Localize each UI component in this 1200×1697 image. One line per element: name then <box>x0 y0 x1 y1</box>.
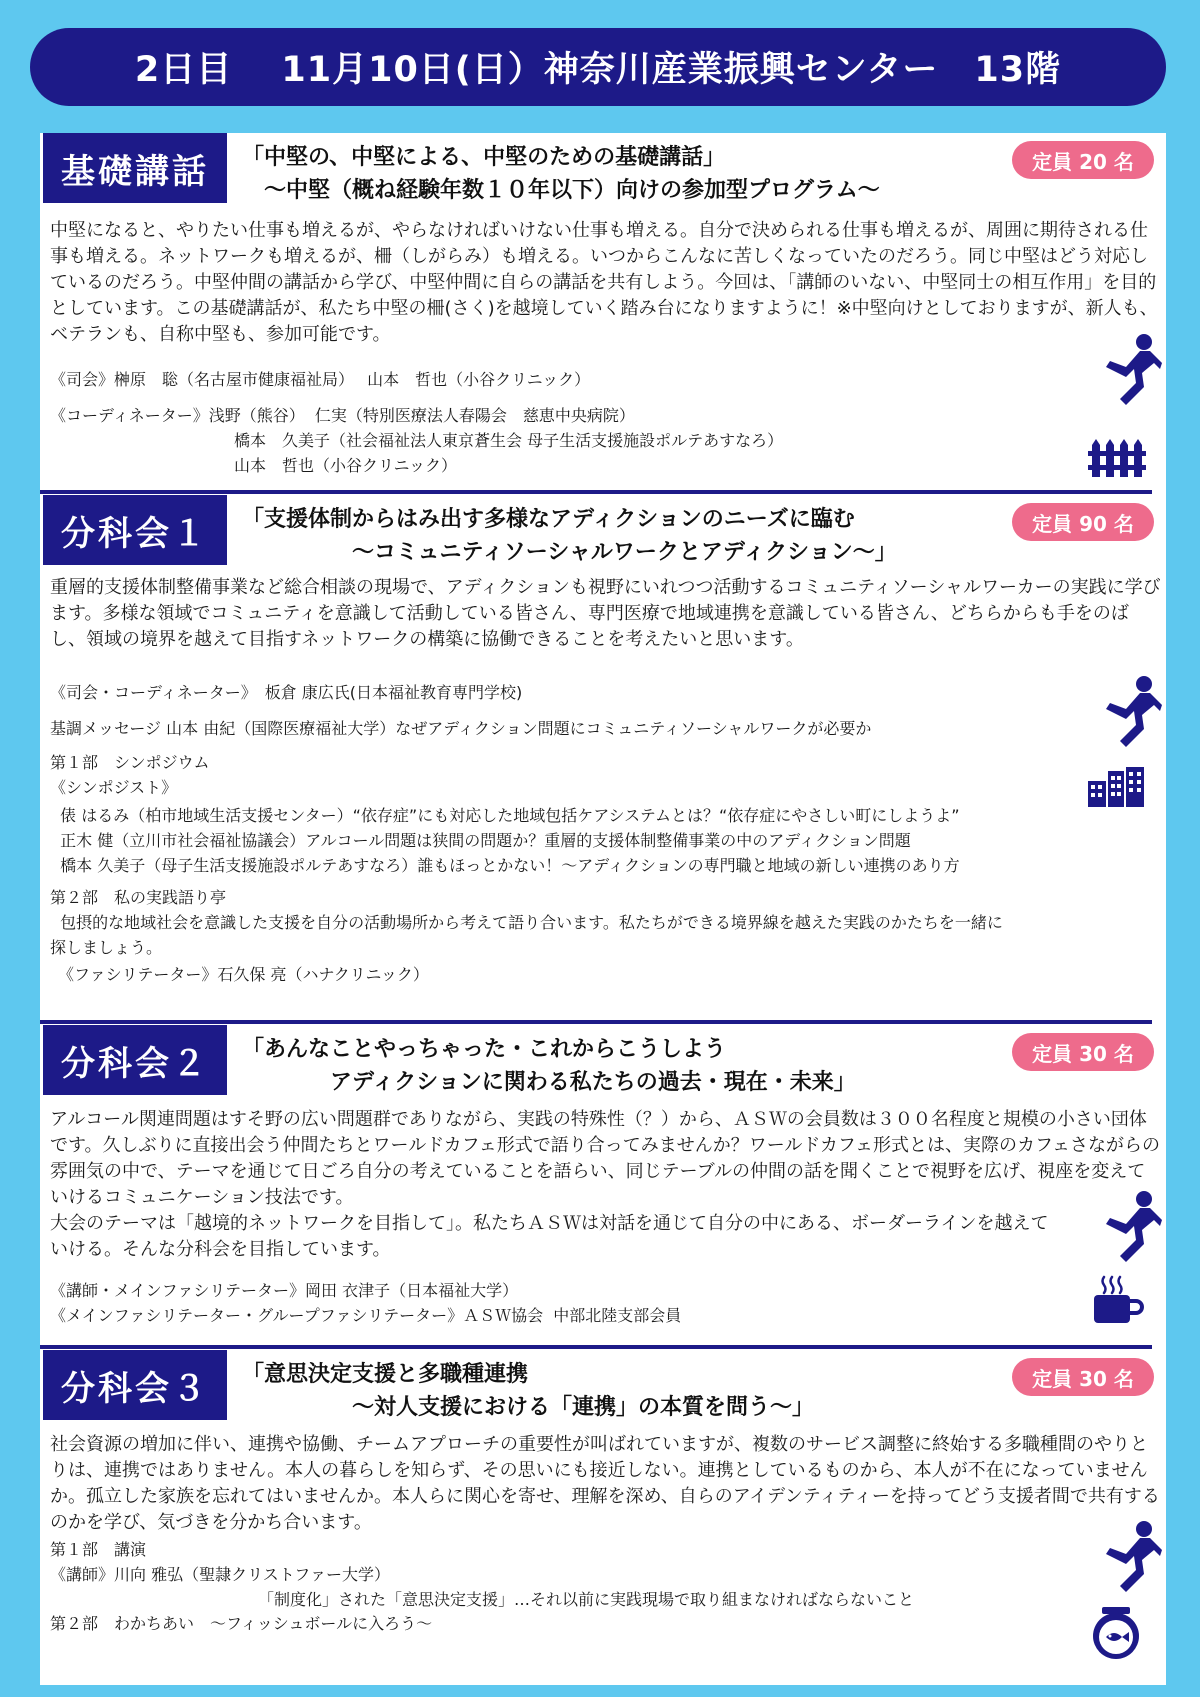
part-heading: 第１部 シンポジウム <box>50 753 210 772</box>
runner-icon <box>1100 1520 1162 1594</box>
section-body: 重層的支援体制整備事業など総合相談の現場で、アディクションも視野にいれつつ活動するコミュニティソーシャルワーカーの実践に学びます。多様な領域でコミュニティを意識して活動している皆さん、専門医療で地域連携を意識している皆さん、どちらからも手をのばし、領域の境界を越えて目指すネットワークの構築に協働できることを考えたいと思います。 <box>50 577 1161 650</box>
capacity-badge: 定員 30 名 <box>1012 1358 1154 1396</box>
facilitator-line: 《メインファシリテーター・グループファシリテーター》ＡＳＷ協会 中部北陸支部会員 <box>50 1306 682 1325</box>
runner-icon <box>1100 675 1162 749</box>
buildings-icon <box>1088 767 1144 807</box>
section-bunkakai-3 <box>40 1350 1166 1685</box>
fence-icon <box>1088 437 1146 479</box>
runner-icon <box>1100 333 1162 407</box>
section-title: 「意思決定支援と多職種連携 ～対人支援における「連携」の本質を問う～」 <box>242 1362 815 1420</box>
facilitator-line: 《講師・メインファシリテーター》岡田 衣津子（日本福祉大学） <box>50 1281 519 1300</box>
section-tag: 分科会１ <box>43 495 227 565</box>
capacity-badge: 定員 20 名 <box>1012 141 1154 179</box>
section-title: 「中堅の、中堅による、中堅のための基礎講話」 ～中堅（概ね経験年数１０年以下）向けの参加型プログラム～ <box>242 145 880 203</box>
coordinator-line: 《コーディネーター》浅野（熊谷） 仁実（特別医療法人春陽会 慈恵中央病院） <box>50 406 635 425</box>
fishbowl-icon <box>1088 1605 1144 1661</box>
part-description: 探しましょう。 <box>50 938 163 957</box>
section-title: 「あんなことやっちゃった・これからこうしよう アディクションに関わる私たちの過去・現在・未来」 <box>242 1037 856 1095</box>
panelist-line: 橋本 久美子（母子生活支援施設ポルテあすなろ）誰もほっとかない！～アディクションの専門職と地域の新しい連携のあり方 <box>50 856 960 875</box>
runner-icon <box>1100 1190 1162 1264</box>
moderator-line: 《司会》榊原 聡（名古屋市健康福祉局） 山本 哲也（小谷クリニック） <box>50 370 591 389</box>
section-kiso <box>40 133 1166 490</box>
section-tag: 基礎講話 <box>43 133 227 203</box>
section-body: 社会資源の増加に伴い、連携や協働、チームアプローチの重要性が叫ばれていますが、複数のサービス調整に終始する多職種間のやりとりは、連携ではありません。本人の暮らしを知らず、その思いにも接近しない。連携としているものから、本人が不在になっていませんか。孤立した家族を忘れてはいませんか。本人らに関心を寄せ、理解を深め、自らのアイデンティティーを持ってどう支援者間で共有するのかを学び、気づきを分かち合います。 <box>50 1434 1160 1533</box>
content-panel <box>40 133 1166 1685</box>
coordinator-line: 橋本 久美子（社会福祉法人東京蒼生会 母子生活支援施設ポルテあすなろ） <box>234 431 784 450</box>
part-heading: 第２部 わかちあい ～フィッシュボールに入ろう～ <box>50 1614 433 1633</box>
section-divider <box>40 490 1152 494</box>
section-divider <box>40 1345 1152 1349</box>
section-tag: 分科会２ <box>43 1025 227 1095</box>
lecture-title: 「制度化」された「意思決定支援」…それ以前に実践現場で取り組まなければならないこと <box>258 1590 915 1609</box>
part-heading: 第２部 私の実践語り亭 <box>50 888 227 907</box>
coffee-cup-icon <box>1092 1275 1144 1323</box>
keynote-line: 基調メッセージ 山本 由紀（国際医療福祉大学）なぜアディクション問題にコミュニティソーシャルワークが必要か <box>50 719 872 738</box>
section-body-theme: 大会のテーマは「越境的ネットワークを目指して」。私たちＡＳＷは対話を通じて自分の中にある、ボーダーラインを越えていける。そんな分科会を目指しています。 <box>50 1213 1049 1260</box>
panelist-line: 俵 はるみ（柏市地域生活支援センター）“依存症”にも対応した地域包括ケアシステムとは？“依存症にやさしい町にしようよ” <box>50 806 960 825</box>
section-tag: 分科会３ <box>43 1350 227 1420</box>
panelist-line: 正木 健（立川市社会福祉協議会）アルコール問題は狭間の問題か？重層的支援体制整備事業の中のアディクション問題 <box>50 831 911 850</box>
section-body: 中堅になると、やりたい仕事も増えるが、やらなければいけない仕事も増える。自分で決められる仕事も増えるが、周囲に期待される仕事も増える。ネットワークも増えるが、柵（しがらみ）も増える。いつからこんなに苦しくなっていたのだろう。同じ中堅はどう対応しているのだろう。中堅仲間の講話から学び、中堅仲間に自らの講話を共有しよう。今回は、「講師のいない、中堅同士の相互作用」を目的としています。この基礎講話が、私たち中堅の柵(さく)を越境していく踏み台になりますように！※中堅向けとしておりますが、新人も、ベテランも、自称中堅も、参加可能です。 <box>50 220 1158 345</box>
part-heading: 第１部 講演 <box>50 1540 147 1559</box>
page-header: 2日目 11月10日(日）神奈川産業振興センター 13階 <box>30 28 1166 106</box>
part-description: 包摂的な地域社会を意識した支援を自分の活動場所から考えて語り合います。私たちができる境界線を越えた実践のかたちを一緒に <box>50 913 1003 932</box>
section-title: 「支援体制からはみ出す多様なアディクションのニーズに臨む ～コミュニティソーシャルワークとアディクション～」 <box>242 507 897 565</box>
coordinator-line: 山本 哲也（小谷クリニック） <box>234 456 458 475</box>
panelists-label: 《シンポジスト》 <box>50 778 178 797</box>
facilitator-line: 《ファシリテーター》石久保 亮（ハナクリニック） <box>50 965 429 984</box>
moderator-line: 《司会・コーディネーター》 板倉 康広氏(日本福祉教育専門学校) <box>50 683 523 702</box>
section-body: アルコール関連問題はすそ野の広い問題群でありながら、実践の特殊性（？）から、ＡＳＷの会員数は３００名程度と規模の小さい団体です。久しぶりに直接出会う仲間たちとワールドカフェ形式で語り合ってみませんか？ワールドカフェ形式とは、実際のカフェさながらの雰囲気の中で、テーマを通じて日ごろ自分の考えていることを語らい、同じテーブルの仲間の話を聞くことで視野を広げ、視座を変えていけるコミュニケーション技法です。 <box>50 1109 1161 1208</box>
section-divider <box>40 1020 1152 1024</box>
lecturer-line: 《講師》川向 雅弘（聖隷クリストファー大学） <box>50 1565 390 1584</box>
capacity-badge: 定員 90 名 <box>1012 503 1154 541</box>
capacity-badge: 定員 30 名 <box>1012 1033 1154 1071</box>
